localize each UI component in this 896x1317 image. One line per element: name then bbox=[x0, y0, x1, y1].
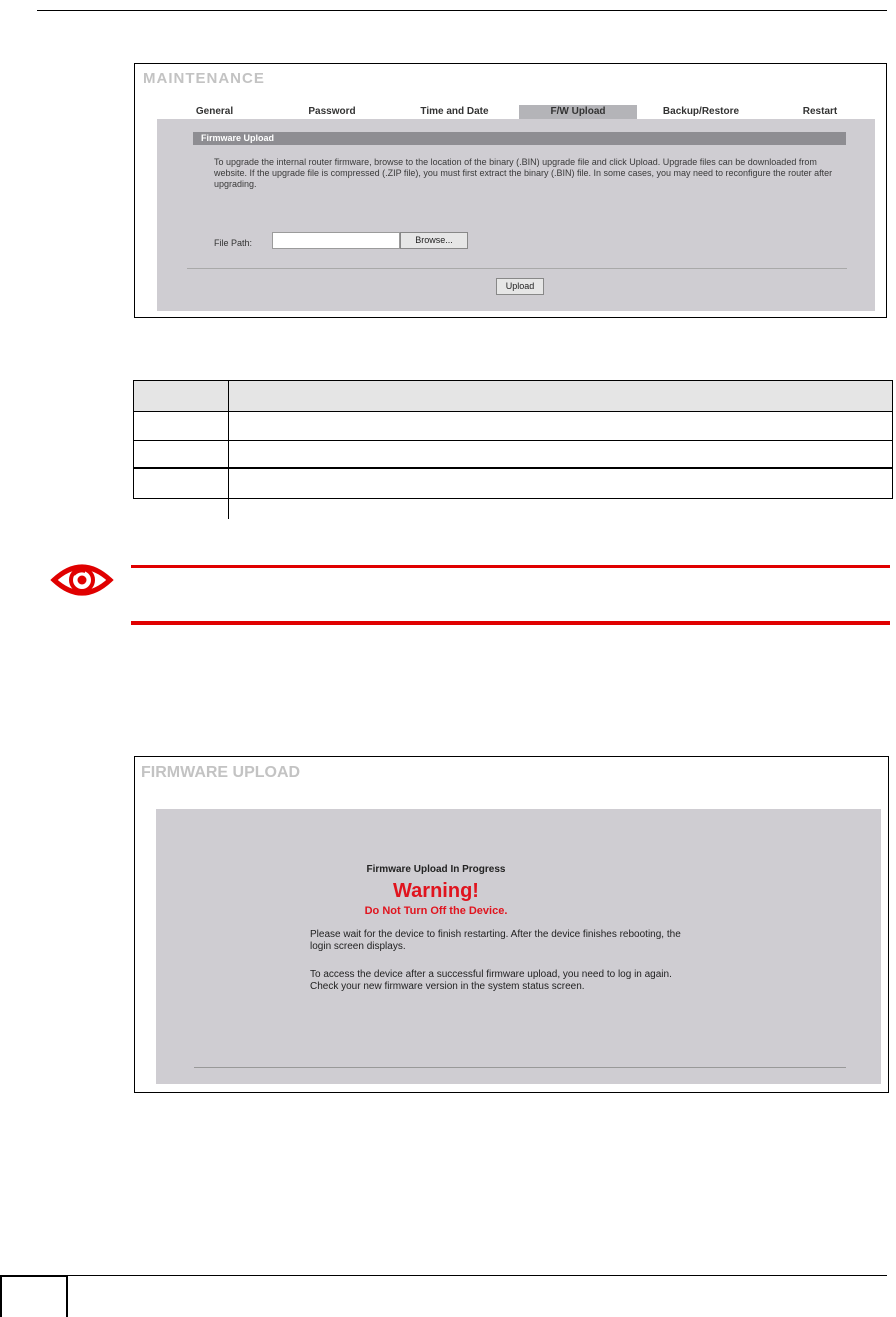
tab-backup-restore[interactable]: Backup/Restore bbox=[662, 106, 740, 117]
upload-button[interactable]: Upload bbox=[496, 278, 544, 295]
restart-wait-text: Please wait for the device to finish restarting. After the device finishes rebooting, the login screen displays. bbox=[310, 929, 681, 952]
file-path-label: File Path: bbox=[214, 238, 253, 248]
progress-panel bbox=[156, 809, 881, 1084]
warning-heading: Warning! bbox=[393, 880, 479, 902]
section-header bbox=[193, 132, 846, 145]
upload-instructions: To upgrade the internal router firmware, browse to the location of the binary (.BIN) upgrade file and click Upload. Upgrade files can be downloaded from website. If the upgrade file is compressed (.ZIP file), you must first extract the binary (.BIN) file. In some cases, you may need to reconfigure the router after upgrading. bbox=[214, 157, 833, 189]
tab-time-and-date[interactable]: Time and Date bbox=[420, 106, 489, 117]
label-description-table bbox=[133, 380, 893, 519]
table-row bbox=[133, 469, 893, 499]
eye-icon bbox=[48, 558, 116, 602]
divider bbox=[187, 268, 847, 269]
do-not-turn-off-text: Do Not Turn Off the Device. bbox=[364, 905, 508, 917]
column-divider bbox=[228, 380, 229, 519]
section-title: Firmware Upload bbox=[201, 133, 275, 143]
header-rule bbox=[37, 10, 887, 11]
note-rule-bottom bbox=[131, 621, 890, 625]
tab-general[interactable]: General bbox=[195, 106, 234, 117]
browse-button[interactable]: Browse... bbox=[400, 232, 468, 249]
firmware-upload-progress-screenshot bbox=[134, 756, 889, 1093]
note-rule-top bbox=[131, 565, 890, 568]
table-header-row bbox=[133, 380, 893, 412]
firmware-upload-panel bbox=[157, 119, 875, 311]
maintenance-screenshot bbox=[134, 63, 887, 318]
table-row bbox=[133, 412, 893, 441]
login-again-text: To access the device after a successful firmware upload, you need to log in again. Check your new firmware version in the system status screen. bbox=[310, 969, 672, 992]
divider bbox=[194, 1067, 846, 1068]
maintenance-tabs bbox=[157, 105, 875, 119]
tab-restart[interactable]: Restart bbox=[802, 106, 838, 117]
page-number-box bbox=[0, 1275, 68, 1317]
firmware-upload-title: FIRMWARE UPLOAD bbox=[141, 764, 301, 781]
table-row bbox=[133, 441, 893, 469]
footer-rule bbox=[68, 1275, 887, 1276]
maintenance-title: MAINTENANCE bbox=[143, 70, 265, 87]
tab-fw-upload[interactable]: F/W Upload bbox=[519, 105, 637, 119]
file-path-input[interactable] bbox=[272, 232, 400, 249]
tab-password[interactable]: Password bbox=[308, 106, 356, 117]
progress-heading: Firmware Upload In Progress bbox=[366, 864, 506, 875]
